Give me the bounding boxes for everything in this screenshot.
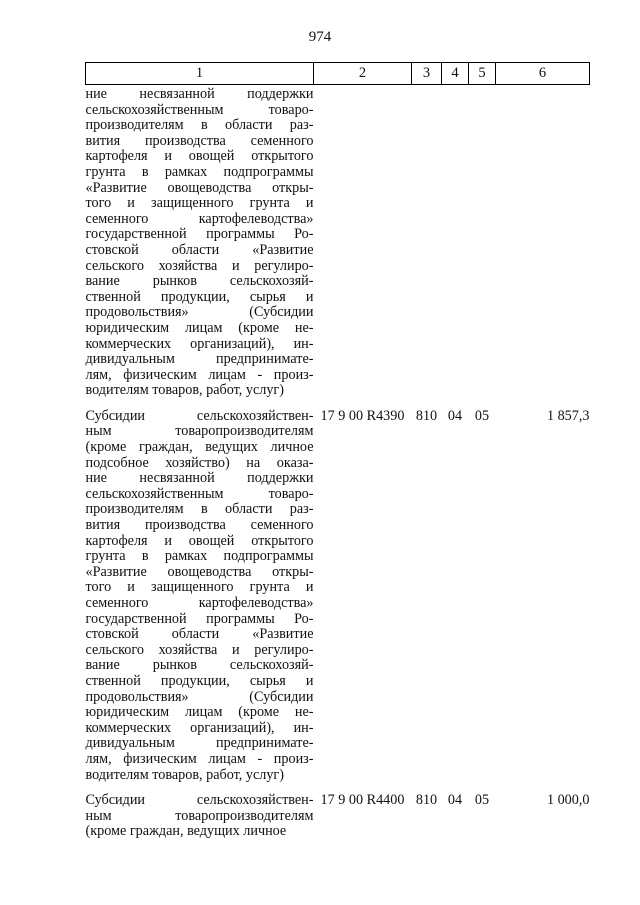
column-header-subsection: 5 [469, 63, 496, 85]
description-line: продовольствия» (Субсидии [85, 688, 314, 705]
description-line: ние несвязанной поддержки [85, 470, 314, 487]
description-line: водителям товаров, работ, услуг) [85, 766, 284, 783]
target-article-code [314, 85, 412, 399]
target-article-code: 17 9 00 R4400 [320, 792, 405, 809]
subsection-code: 05 [474, 407, 490, 424]
description-line: сельского хозяйства и регулиро- [85, 641, 314, 658]
row-description [86, 783, 314, 840]
description-line: государственной программы Ро- [85, 226, 314, 243]
table-row [86, 85, 590, 399]
description-line: производителям в области раз- [85, 117, 314, 134]
description-line: вание рынков сельскохозяй- [85, 657, 314, 674]
table-row [86, 399, 590, 783]
column-header-target-article: 2 [314, 63, 412, 85]
description-line: водителям товаров, работ, услуг) [85, 382, 284, 399]
description-line: коммерческих организаций), ин- [85, 335, 314, 352]
amount: 1 857,3 [546, 407, 590, 424]
description-line: ным товаропроизводителям [85, 807, 314, 824]
description-line: ственной продукции, сырья и [85, 288, 314, 305]
expense-type-code: 810 [415, 407, 438, 424]
table-row [86, 783, 590, 840]
description-line: юридическим лицам (кроме не- [85, 704, 314, 721]
description-line: сельскохозяйственным товаро- [85, 485, 314, 502]
column-header-section: 4 [442, 63, 469, 85]
description-line: лям, физическим лицам - произ- [85, 366, 314, 383]
expense-type-code: 810 [415, 792, 438, 809]
description-line: вития производства семенного [85, 517, 314, 534]
description-line: подсобное хозяйство) на оказа- [85, 454, 314, 471]
column-header-amount: 6 [496, 63, 590, 85]
description-line: (кроме граждан, ведущих личное [85, 439, 314, 456]
subsection-code [469, 85, 496, 399]
description-line: вития производства семенного [85, 132, 314, 149]
description-line: «Развитие овощеводства откры- [85, 179, 314, 196]
description-line: дивидуальным предпринимате- [85, 735, 314, 752]
description-line: продовольствия» (Субсидии [85, 304, 314, 321]
description-line: коммерческих организаций), ин- [85, 719, 314, 736]
description-line: грунта в рамках подпрограммы [85, 548, 314, 565]
description-line: «Развитие овощеводства откры- [85, 563, 314, 580]
section-code: 04 [447, 792, 463, 809]
budget-table [85, 62, 590, 840]
description-line: вание рынков сельскохозяй- [85, 273, 314, 290]
description-line: стовской области «Развитие [85, 241, 314, 258]
description-line: ние несвязанной поддержки [85, 86, 314, 102]
column-header-expense-type: 3 [412, 63, 442, 85]
description-line: производителям в области раз- [85, 501, 314, 518]
description-line: (кроме граждан, ведущих личное [85, 823, 287, 840]
column-header-name: 1 [86, 63, 314, 85]
section-code: 04 [447, 407, 463, 424]
header-row [86, 63, 590, 85]
description-line: картофеля и овощей открытого [85, 532, 314, 549]
description-line: государственной программы Ро- [85, 610, 314, 627]
description-line: ным товаропроизводителям [85, 423, 314, 440]
description-line: стовской области «Развитие [85, 626, 314, 643]
amount [496, 85, 590, 399]
description-line: ственной продукции, сырья и [85, 672, 314, 689]
subsection-code: 05 [474, 792, 490, 809]
page-number: 974 [308, 29, 332, 45]
row-description [86, 399, 314, 783]
amount: 1 000,0 [546, 792, 590, 809]
description-line: юридическим лицам (кроме не- [85, 319, 314, 336]
description-line: Субсидии сельскохозяйствен- [85, 407, 314, 424]
section-code [442, 85, 469, 399]
description-line: картофеля и овощей открытого [85, 148, 314, 165]
description-line: семенного картофелеводства» [85, 595, 314, 611]
target-article-code: 17 9 00 R4390 [320, 407, 405, 424]
description-line: сельского хозяйства и регулиро- [85, 257, 314, 274]
description-line: лям, физическим лицам - произ- [85, 750, 314, 767]
description-line: сельскохозяйственным товаро- [85, 101, 314, 118]
row-description [86, 85, 314, 399]
description-line: Субсидии сельскохозяйствен- [85, 792, 314, 809]
description-line: дивидуальным предпринимате- [85, 351, 314, 368]
expense-type-code [412, 85, 442, 399]
description-line: грунта в рамках подпрограммы [85, 163, 314, 180]
description-line: семенного картофелеводства» [85, 210, 314, 227]
description-line: того и защищенного грунта и [85, 195, 314, 212]
description-line: того и защищенного грунта и [85, 579, 314, 596]
